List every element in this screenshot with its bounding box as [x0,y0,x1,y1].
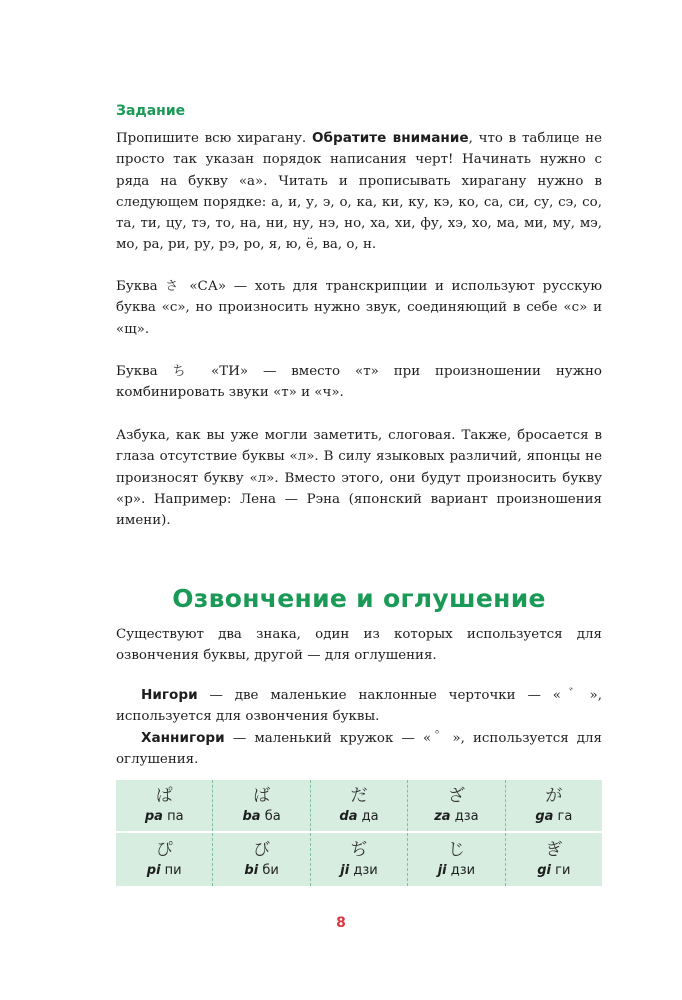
kana-glyph: び [253,839,271,860]
section-heading: Озвончение и оглушение [172,584,546,613]
latin-reading: da [339,808,358,824]
kana-table-row-1 [116,780,602,833]
hannigori-paragraph [116,728,602,771]
hannigori-term: Ханнигори [141,730,225,746]
kana-cell-pa [116,780,213,831]
nigori-term: Нигори [141,687,198,703]
kana-glyph: ざ [447,785,465,806]
nigori-description: — две маленькие наклонные черточки — «゛», используется для озвончения буквы. [116,688,602,725]
kana-cell-za [408,780,505,831]
cyrillic-reading: да [361,808,379,824]
cyrillic-reading: пи [164,862,182,878]
kana-cell-bi [213,833,310,886]
cyrillic-reading: дзи [450,862,476,878]
task-paragraph-2-rest: «СА» — хоть для транскрипции и используют русскую буква «с», но произносить нужно звук, соединяющий в себе «с» и «щ». [116,279,602,337]
task-paragraph-3-rest: «ТИ» — вместо «т» при произношении нужно комбинировать звуки «т» и «ч». [116,364,602,401]
latin-reading: ji [437,862,447,878]
kana-cell-da [311,780,408,831]
kana-glyph: ぱ [155,785,173,806]
kana-glyph: が [545,785,563,806]
nigori-paragraph [116,685,602,728]
kana-cell-ba [213,780,310,831]
cyrillic-reading: ги [555,862,571,878]
kana-glyph: ぴ [155,839,173,860]
section-intro: Существуют два знака, один из которых используется для озвончения буквы, другой — для оглушения. [116,627,602,664]
kana-glyph: ば [253,785,271,806]
task-paragraph-1-bold: Обратите внимание [311,130,469,146]
latin-reading: bi [244,862,259,878]
kana-table [116,780,602,886]
latin-reading: pi [146,862,161,878]
task-paragraph-1-rest: , что в таблице не просто так указан порядок написания черт! Начинать нужно с ряда на букву «а». Читать и прописывать хирагану нужно в следующем порядке: а, и, у, э, о, ка, ки, ку, кэ, ко, са, си, су, сэ, со, та, ти, цу, тэ, то, на, ни, ну, нэ, но, ха, хи, фу, хэ, хо, ма, ми, му, мэ, мо, ра, ри, ру, рэ, ро, я, ю, ё, ва, о, н. [116,131,602,253]
latin-reading: ji [340,862,350,878]
kana-table-row-2 [116,833,602,886]
cyrillic-reading: дза [454,808,479,824]
hannigori-description: — маленький кружок — «゜», используется для оглушения. [116,731,602,768]
page-number: 8 [336,915,346,931]
task-paragraph-3 [116,361,602,404]
kana-ti: ち [172,364,197,379]
kana-cell-ga [506,780,602,831]
kana-cell-gi [506,833,602,886]
task-paragraph-1 [116,128,602,256]
kana-sa: さ [165,279,182,294]
kana-glyph: ぢ [350,839,368,860]
kana-glyph: ぎ [545,839,563,860]
cyrillic-reading: па [167,808,184,824]
task-paragraph-1-start: Пропишите всю хирагану. [116,131,312,146]
cyrillic-reading: дзи [353,862,378,878]
latin-reading: pa [144,808,163,824]
latin-reading: ga [535,808,554,824]
cyrillic-reading: га [557,808,573,824]
task-label: Задание [116,103,186,119]
latin-reading: za [434,808,451,824]
cyrillic-reading: би [262,862,279,878]
task-paragraph-3-start: Буква [116,364,173,379]
kana-cell-ji [408,833,505,886]
kana-glyph: じ [447,839,465,860]
cyrillic-reading: ба [264,808,281,824]
kana-cell-pi [116,833,213,886]
latin-reading: ba [242,808,261,824]
kana-glyph: だ [350,785,368,806]
task-paragraph-4: Азбука, как вы уже могли заметить, слоговая. Также, бросается в глаза отсутствие буквы «л». В силу языковых различий, японцы не произносят букву «л». Вместо этого, они будут произносить букву «р». Например: Лена — Рэна (японский вариант произношения имени). [116,428,602,529]
kana-cell-di [311,833,408,886]
latin-reading: gi [537,862,551,878]
task-paragraph-2 [116,276,602,340]
task-paragraph-2-start: Буква [116,279,166,294]
